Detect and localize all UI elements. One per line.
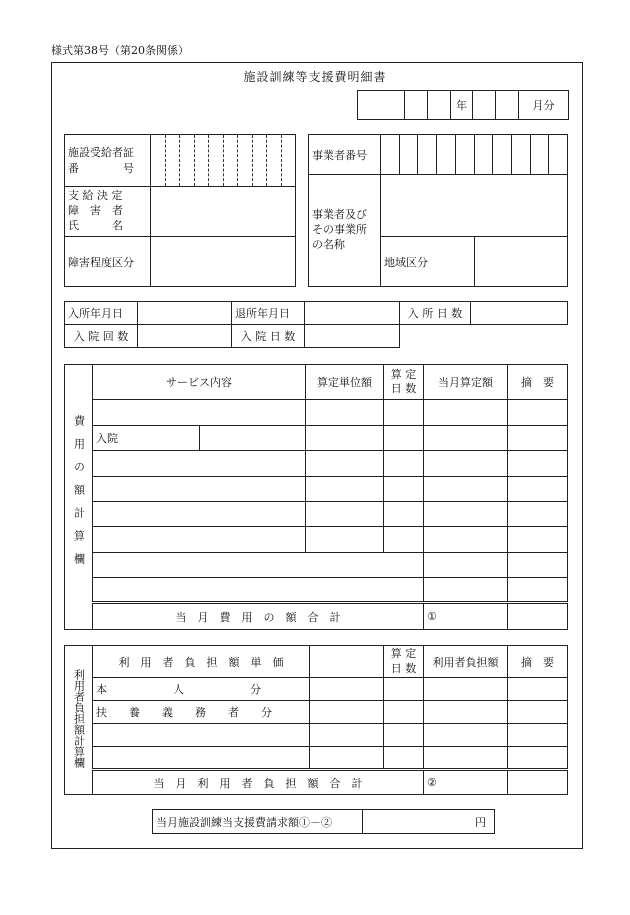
claim-amount-field[interactable] (363, 810, 495, 834)
cost-row-days[interactable] (384, 527, 424, 552)
claim-label: 当月施設訓練当支援費請求額①－② (153, 810, 363, 834)
discharge-field[interactable] (305, 302, 400, 325)
cost-row-unit[interactable] (306, 451, 384, 476)
cert-no-label: 施設受給者証 番 号 (65, 135, 151, 187)
user-row-price[interactable] (310, 747, 384, 770)
recipient-table (64, 134, 296, 287)
cost-row-note[interactable] (508, 476, 568, 501)
hospital-days-label: 入 院 日 数 (232, 325, 305, 348)
cost-row-note[interactable] (508, 451, 568, 476)
provider-table (308, 134, 568, 287)
cost-row-days[interactable] (384, 501, 424, 526)
user-row-note[interactable] (508, 678, 568, 701)
month-label: 月分 (519, 91, 569, 120)
cost-table (64, 364, 568, 630)
user-section-label: 利用者負担額計算欄 (65, 646, 93, 795)
user-row-self-label: 本 人 分 (93, 678, 310, 701)
cost-row-note[interactable] (508, 552, 568, 577)
cost-row-service[interactable] (93, 501, 306, 526)
cost-row-month[interactable] (424, 451, 508, 476)
disability-field[interactable] (151, 237, 296, 287)
user-row-price[interactable] (310, 724, 384, 747)
cost-row-note[interactable] (508, 400, 568, 425)
decided-name-label: 支 給 決 定 障 害 者 氏 名 (65, 187, 151, 237)
provider-no-label: 事業者番号 (309, 135, 381, 175)
cost-row-service[interactable] (93, 451, 306, 476)
era-cell[interactable] (358, 91, 405, 120)
admission-field[interactable] (138, 302, 232, 325)
hospital-days-field[interactable] (305, 325, 400, 348)
hospital-count-label: 入 院 回 数 (65, 325, 138, 348)
dates-empty (400, 325, 568, 348)
form-number: 様式第38号（第20条関係） (51, 44, 189, 57)
user-table (64, 645, 568, 795)
user-row-amount[interactable] (424, 701, 508, 724)
user-header-blank (310, 646, 384, 678)
cost-row-month[interactable] (424, 400, 508, 425)
cost-row-days[interactable] (384, 451, 424, 476)
year-label: 年 (451, 91, 473, 120)
cost-header-month: 当月算定額 (424, 365, 508, 400)
user-row-amount[interactable] (424, 678, 508, 701)
provider-no-field[interactable] (381, 135, 568, 175)
cert-no-field[interactable] (151, 135, 296, 187)
user-row-price[interactable] (310, 701, 384, 724)
days-label: 入 所 日 数 (400, 302, 471, 325)
cost-header-unit: 算定単位額 (306, 365, 384, 400)
provider-name-label: 事業者及び その事業所 の名称 (309, 175, 381, 287)
disability-label: 障害程度区分 (65, 237, 151, 287)
user-total-note[interactable] (508, 770, 568, 795)
provider-name-field[interactable] (381, 175, 568, 237)
user-row-note[interactable] (508, 724, 568, 747)
discharge-label: 退所年月日 (232, 302, 305, 325)
cost-header-note: 摘 要 (508, 365, 568, 400)
user-row-amount[interactable] (424, 747, 508, 770)
form-title: 施設訓練等支援費明細書 (243, 70, 387, 84)
user-row-days[interactable] (384, 724, 424, 747)
cost-row-service[interactable] (93, 476, 306, 501)
year-digit-2[interactable] (428, 91, 451, 120)
cost-row-month[interactable] (424, 501, 508, 526)
user-row-days[interactable] (384, 701, 424, 724)
cost-row-month[interactable] (424, 552, 508, 577)
cost-header-service: サービス内容 (93, 365, 306, 400)
cost-row-wide[interactable] (93, 578, 424, 603)
cost-row-unit[interactable] (306, 400, 384, 425)
user-total-label: 当 月 利 用 者 負 担 額 合 計 (93, 770, 424, 795)
user-header-price: 利 用 者 負 担 額 単 価 (93, 646, 310, 678)
month-digit-1[interactable] (473, 91, 496, 120)
user-header-note: 摘 要 (508, 646, 568, 678)
region-field[interactable] (474, 237, 568, 287)
days-field[interactable] (471, 302, 568, 325)
user-row-blank[interactable] (93, 724, 310, 747)
cost-row-note[interactable] (508, 578, 568, 603)
period-table (357, 90, 569, 120)
user-row-blank[interactable] (93, 747, 310, 770)
cost-row-days[interactable] (384, 400, 424, 425)
cost-row-service[interactable] (199, 425, 306, 450)
user-row-support-label: 扶 養 義 務 者 分 (93, 701, 310, 724)
claim-table (152, 809, 495, 834)
admission-label: 入所年月日 (65, 302, 138, 325)
cost-row-month[interactable] (424, 425, 508, 450)
decided-name-field[interactable] (151, 187, 296, 237)
dates-table (64, 301, 568, 348)
cost-row-note[interactable] (508, 527, 568, 552)
user-row-price[interactable] (310, 678, 384, 701)
cost-row-wide[interactable] (93, 552, 424, 577)
user-row-note[interactable] (508, 747, 568, 770)
hospital-count-field[interactable] (138, 325, 232, 348)
cost-section-label: 費用の額計算欄 (65, 365, 93, 630)
cost-row-note[interactable] (508, 501, 568, 526)
cost-header-days: 算 定 日 数 (384, 365, 424, 400)
user-row-days[interactable] (384, 678, 424, 701)
cost-row-unit[interactable] (306, 501, 384, 526)
cost-row-unit[interactable] (306, 476, 384, 501)
cost-total-note[interactable] (508, 603, 568, 630)
cost-row-service[interactable] (93, 527, 306, 552)
cost-row-month[interactable] (424, 578, 508, 603)
user-row-amount[interactable] (424, 724, 508, 747)
cost-total-label: 当 月 費 用 の 額 合 計 (93, 603, 424, 630)
yen-unit: 円 (475, 815, 486, 829)
cost-row-unit[interactable] (306, 425, 384, 450)
cost-row-month[interactable] (424, 527, 508, 552)
cost-total-mark: ① (424, 603, 508, 630)
user-row-days[interactable] (384, 747, 424, 770)
year-digit-1[interactable] (405, 91, 428, 120)
user-total-mark: ② (424, 770, 508, 795)
user-header-days: 算 定 日 数 (384, 646, 424, 678)
cost-row-days[interactable] (384, 425, 424, 450)
region-label: 地域区分 (381, 237, 475, 287)
user-row-note[interactable] (508, 701, 568, 724)
cost-row-service[interactable] (93, 400, 306, 425)
user-header-amount: 利用者負担額 (424, 646, 508, 678)
cost-row-hospital-label: 入院 (93, 425, 200, 450)
cost-row-month[interactable] (424, 476, 508, 501)
month-digit-2[interactable] (496, 91, 519, 120)
cost-row-unit[interactable] (306, 527, 384, 552)
cost-row-note[interactable] (508, 425, 568, 450)
cost-row-days[interactable] (384, 476, 424, 501)
